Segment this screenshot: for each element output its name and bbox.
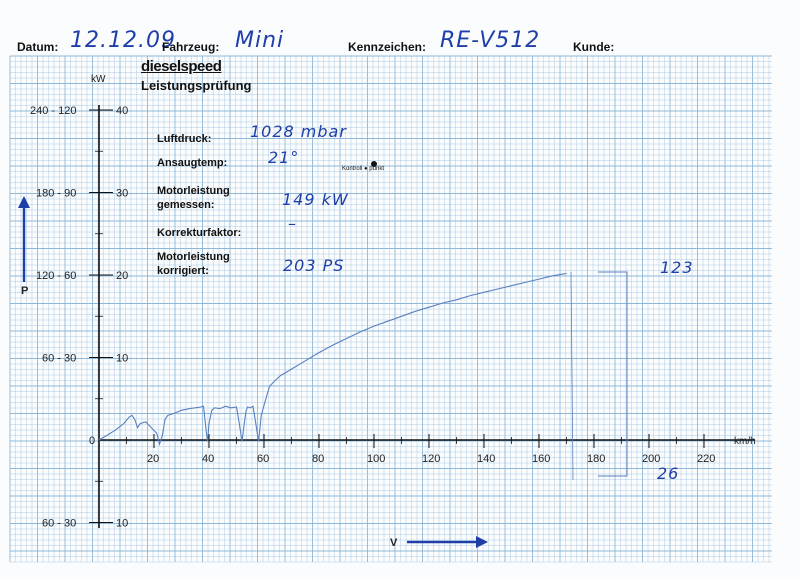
kontrollpunkt-label: Kontroll ● punkt	[342, 166, 384, 172]
y-tick-label-outer: 0	[89, 435, 96, 447]
datum-label: Datum:	[17, 40, 59, 54]
x-tick-label: 140	[477, 453, 496, 465]
x-tick-label: 220	[697, 453, 716, 465]
y-tick-label-inner: 10	[116, 352, 129, 365]
y-tick-label-outer: 60 - 30	[42, 352, 77, 365]
x-tick-label: 100	[367, 453, 386, 465]
motorleistung-label: Motorleistung	[157, 185, 230, 197]
x-tick-label: 200	[642, 453, 661, 465]
kunde-label: Kunde:	[573, 40, 615, 54]
fahrzeug-value: Mini	[235, 28, 285, 53]
x-axis-label: km/h	[734, 436, 756, 447]
y-tick-label-outer: 120 - 60	[36, 270, 77, 282]
x-tick-label: 20	[147, 453, 160, 465]
y-axis-unit: kW	[91, 74, 106, 85]
v-arrow-head	[476, 536, 488, 548]
kennzeichen-value: RE-V512	[440, 28, 541, 53]
x-tick-label: 60	[257, 453, 270, 465]
brand-logo: dieselspeed	[141, 58, 222, 75]
x-tick-label: 180	[587, 453, 606, 465]
x-tick-label: 160	[532, 453, 551, 465]
y-tick-label-outer: 240 - 120	[30, 105, 77, 117]
v-label: V	[390, 537, 398, 549]
x-tick-label: 80	[312, 453, 325, 465]
korrekturfaktor-label: Korrekturfaktor:	[157, 227, 242, 239]
p-arrow-head	[18, 196, 30, 208]
x-tick-label: 120	[422, 453, 441, 465]
korrigiert-label-1: Motorleistung	[157, 251, 230, 263]
kennzeichen-label: Kennzeichen:	[348, 40, 427, 54]
bottom-mark-note: 26	[657, 464, 680, 483]
korrigiert-value: 203 PS	[283, 256, 345, 275]
motorleistung-value: 149 kW	[282, 190, 349, 209]
ansaugtemp-value: 21°	[268, 148, 300, 167]
brand-subtitle: Leistungsprüfung	[141, 78, 252, 93]
y-tick-label-inner: 40	[116, 105, 129, 117]
ansaugtemp-label: Ansaugtemp:	[157, 157, 228, 169]
top-speed-note: 123	[660, 258, 694, 277]
p-label: P	[21, 285, 29, 297]
gemessen-label: gemessen:	[157, 199, 215, 211]
y-tick-label-inner: 30	[116, 187, 129, 200]
grid-lines	[10, 56, 772, 562]
datum-value: 12.12.09	[70, 28, 176, 53]
x-tick-label: 40	[202, 453, 215, 465]
korrekturfaktor-value: –	[288, 214, 297, 233]
luftdruck-value: 1028 mbar	[250, 122, 347, 141]
y-tick-label-outer: 180 - 90	[36, 187, 77, 200]
fahrzeug-label: Fahrzeug:	[162, 40, 220, 54]
luftdruck-label: Luftdruck:	[157, 133, 212, 145]
y-tick-label-outer: 60 - 30	[42, 517, 77, 530]
korrigiert-label-2: korrigiert:	[157, 265, 209, 277]
y-tick-label-inner: 10	[116, 517, 129, 530]
run-end-box	[598, 272, 627, 476]
y-tick-label-inner: 20	[116, 270, 129, 282]
